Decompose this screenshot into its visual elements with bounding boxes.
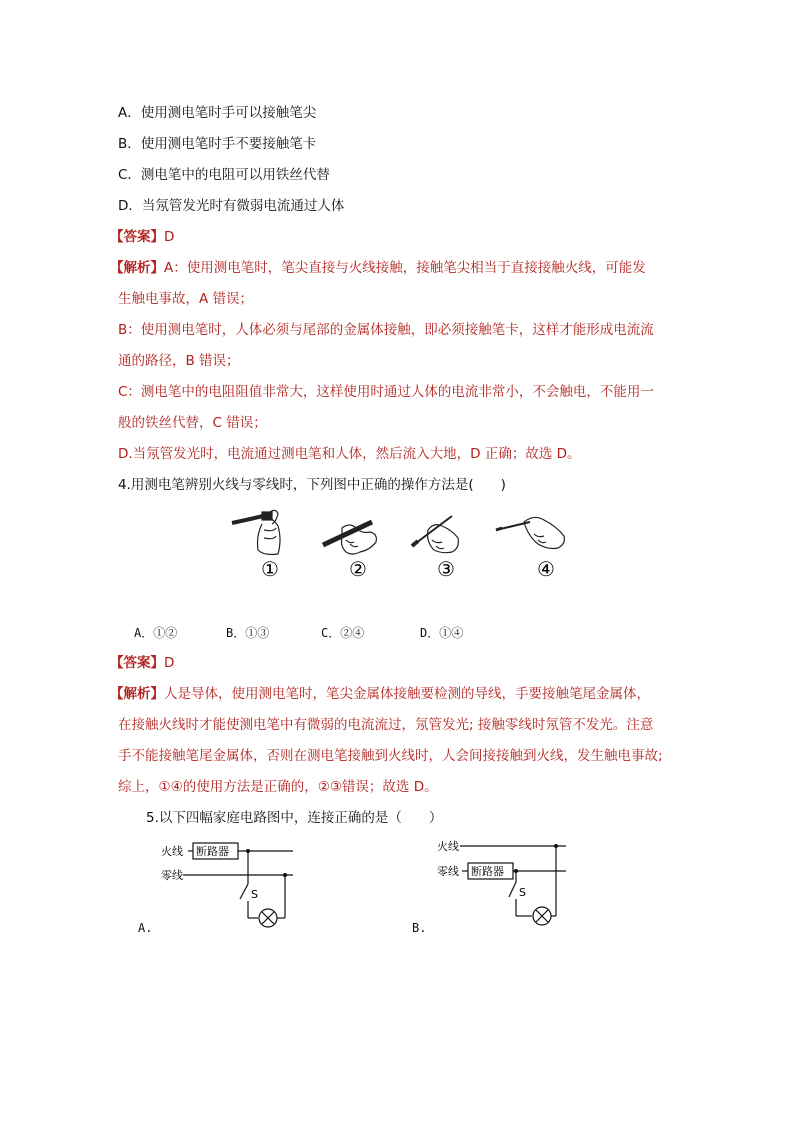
- q3-option-c: C．测电笔中的电阻可以用铁丝代替: [118, 167, 330, 183]
- live-wire-label: 火线: [437, 840, 459, 853]
- q3-analysis-line-2: 生触电事故，A 错误；: [118, 291, 254, 307]
- answer-tag: 【答案】: [110, 229, 164, 245]
- q4-analysis-line-3: 手不能接触笔尾金属体，否则在测电笔接触到火线时，人会间接接触到火线，发生触电事故;: [118, 748, 663, 764]
- neutral-wire-label: 零线: [437, 865, 459, 878]
- switch-label: S: [519, 886, 526, 899]
- junction-dot: [514, 869, 518, 873]
- q3-analysis-line-3: B：使用测电笔时，人体必须与尾部的金属体接触，即必须接触笔卡，这样才能形成电流流: [118, 322, 654, 338]
- junction-dot: [246, 849, 250, 853]
- q3-option-a: A．使用测电笔时手可以接触笔尖: [118, 105, 317, 121]
- circuit-a-option: A.: [138, 921, 153, 935]
- q4-answer: [110, 653, 174, 673]
- circuit-diagram-b: [432, 836, 612, 936]
- q3-answer: [110, 227, 174, 247]
- pen-hand-figure-2: [323, 522, 376, 554]
- circuit-b-option: B.: [412, 921, 427, 935]
- q4-option-d: D．①④: [420, 626, 464, 640]
- q3-analysis-line-1: [110, 258, 646, 278]
- pen-hand-figure-3: [412, 516, 458, 553]
- q3-analysis-line-4: 通的路径，B 错误；: [118, 353, 240, 369]
- figure-label-4: ④: [537, 557, 555, 581]
- q4-stem: 4.用测电笔辨别火线与零线时，下列图中正确的操作方法是( ): [118, 477, 506, 493]
- pen-hand-figure-1: [232, 510, 280, 554]
- figure-label-3: ③: [437, 557, 455, 581]
- neutral-wire-label: 零线: [161, 869, 183, 882]
- analysis-tag: 【解析】: [110, 686, 164, 702]
- q4-option-c: C．②④: [321, 626, 365, 640]
- live-wire-label: 火线: [161, 845, 183, 858]
- breaker-label: 断路器: [471, 865, 504, 878]
- q3-analysis-line-6: 般的铁丝代替，C 错误；: [118, 415, 267, 431]
- junction-dot: [554, 844, 558, 848]
- answer-value: D: [164, 229, 175, 245]
- q4-option-a: A．①②: [134, 626, 178, 640]
- q3-analysis-line-5: C：测电笔中的电阻阻值非常大，这样使用时通过人体的电流非常小，不会触电，不能用一: [118, 384, 654, 400]
- figure-label-1: ①: [261, 557, 279, 581]
- answer-tag: 【答案】: [110, 655, 164, 671]
- analysis-tag: 【解析】: [110, 260, 164, 276]
- q4-figure: [0, 500, 794, 600]
- q4-analysis-line-1: [110, 684, 650, 704]
- q4-analysis-line-4: 综上，①④的使用方法是正确的，②③错误；故选 D。: [118, 779, 438, 795]
- circuit-diagram-a: [155, 838, 335, 938]
- q5-stem: 5.以下四幅家庭电路图中，连接正确的是（ ）: [146, 810, 443, 826]
- pen-hand-figure-4: [496, 517, 564, 548]
- q3-option-b: B．使用测电笔时手不要接触笔卡: [118, 136, 317, 152]
- analysis-text: A：使用测电笔时，笔尖直接与火线接触，接触笔尖相当于直接接触火线，可能发: [164, 260, 646, 276]
- junction-dot: [283, 873, 287, 877]
- q3-option-d: D．当氖管发光时有微弱电流通过人体: [118, 198, 345, 214]
- figure-label-2: ②: [349, 557, 367, 581]
- answer-value: D: [164, 655, 175, 671]
- analysis-text: 人是导体，使用测电笔时，笔尖金属体接触要检测的导线，手要接触笔尾金属体，: [164, 686, 650, 702]
- q4-analysis-line-2: 在接触火线时才能使测电笔中有微弱的电流流过，氖管发光; 接触零线时氖管不发光。注意: [118, 717, 654, 733]
- q4-option-b: B．①③: [226, 626, 270, 640]
- breaker-label: 断路器: [196, 845, 229, 858]
- q3-analysis-line-7: D.当氖管发光时，电流通过测电笔和人体，然后流入大地，D 正确；故选 D。: [118, 446, 581, 462]
- switch-label: S: [251, 888, 258, 901]
